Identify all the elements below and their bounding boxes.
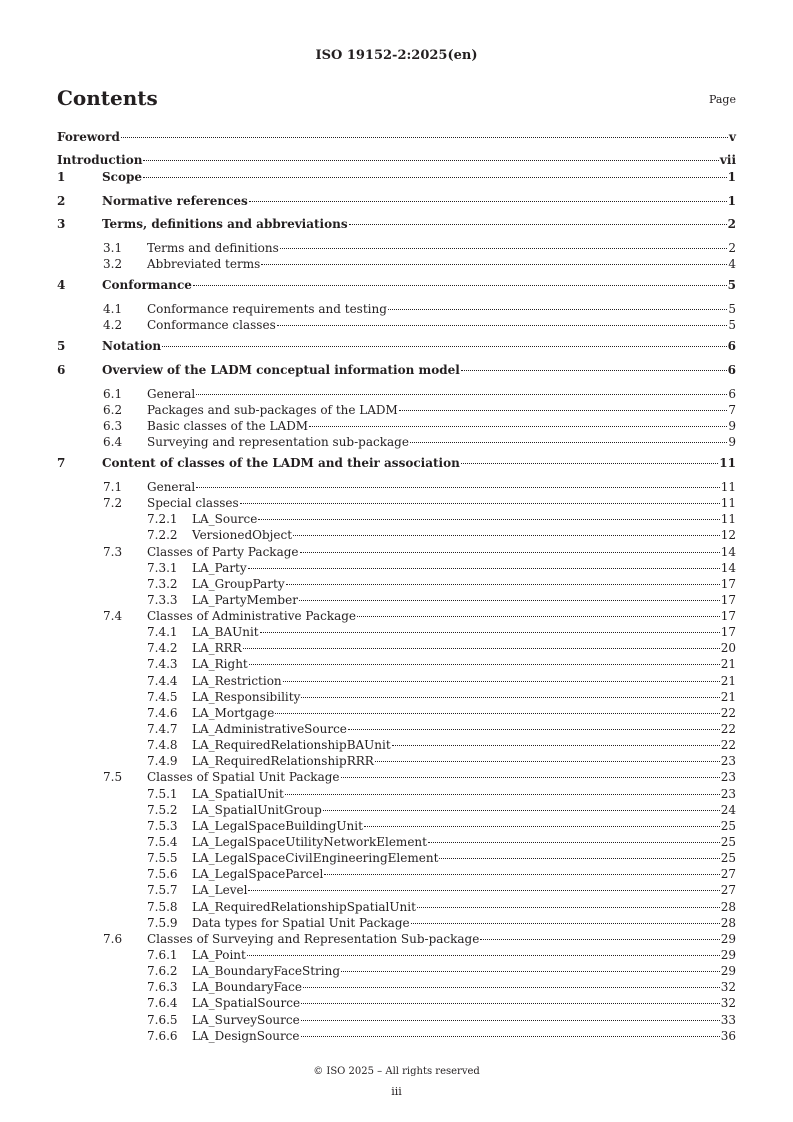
toc-entry-number: 7.6.6: [147, 1028, 178, 1043]
dot-leader: [283, 681, 720, 682]
toc-entry-page: 29: [720, 964, 736, 979]
toc-entry[interactable]: [57, 153, 736, 168]
dot-leader: [293, 535, 720, 536]
toc-entry-title[interactable]: LA_SpatialSource: [192, 996, 301, 1011]
toc-entry[interactable]: [57, 339, 736, 363]
toc-entry-number: 7.1: [103, 479, 123, 494]
toc-entry-number: 7.5.7: [147, 883, 178, 898]
toc-entry-page: 27: [720, 883, 736, 898]
dot-leader: [303, 987, 720, 988]
toc-entry-number: 7.6.2: [147, 964, 178, 979]
toc-entry-number: 2: [57, 193, 66, 208]
dot-leader: [301, 697, 719, 698]
toc-entry-page: 23: [720, 786, 736, 801]
toc-entry-page: 29: [720, 931, 736, 946]
dot-leader: [249, 664, 720, 665]
toc-entry-title[interactable]: LA_SpatialUnitGroup: [192, 802, 322, 817]
toc-entry-page: 2: [728, 241, 736, 256]
toc-entry-page: 14: [720, 560, 736, 575]
toc-entry[interactable]: [57, 170, 736, 194]
toc-entry-number: 7.5.4: [147, 835, 178, 850]
dot-leader: [143, 160, 718, 161]
toc-entry[interactable]: [57, 318, 736, 334]
toc-entry-page: 12: [720, 528, 736, 543]
toc-entry-title[interactable]: LA_RequiredRelationshipBAUnit: [192, 738, 391, 753]
toc-entry-page: 2: [727, 217, 736, 232]
dot-leader: [323, 810, 720, 811]
toc-entry-page: 24: [720, 802, 736, 817]
toc-entry-number: 7.3.3: [147, 592, 178, 607]
toc-entry-number: 4.1: [103, 302, 123, 317]
toc-entry-page: 22: [720, 722, 736, 737]
toc-entry-title[interactable]: Terms, definitions and abbreviations: [102, 217, 348, 232]
toc-entry-page: 5: [727, 278, 736, 293]
toc-entry-number: 7.2: [103, 496, 123, 511]
toc-entry[interactable]: [57, 561, 736, 577]
dot-leader: [248, 568, 720, 569]
toc-entry-number: 7.5.9: [147, 915, 178, 930]
toc-entry[interactable]: [57, 900, 736, 916]
toc-entry[interactable]: [57, 883, 736, 899]
toc-entry-page: 17: [720, 625, 736, 640]
toc-entry-title[interactable]: Conformance: [102, 278, 192, 293]
toc-entry-number: 4.2: [103, 318, 123, 333]
toc-entry-page: 14: [720, 544, 736, 559]
toc-entry-title[interactable]: Content of classes of the LADM and their association: [102, 456, 460, 471]
toc-entry-title[interactable]: LA_Right: [192, 657, 248, 672]
toc-entry-title[interactable]: VersionedObject: [192, 528, 293, 543]
toc-entry[interactable]: [57, 819, 736, 835]
toc-entry-number: 7.6.4: [147, 996, 178, 1011]
toc-entry[interactable]: [57, 964, 736, 980]
toc-entry-number: 7.5.5: [147, 851, 178, 866]
dot-leader: [258, 519, 719, 520]
dot-leader: [480, 939, 719, 940]
toc-entry-page: 11: [720, 512, 736, 527]
toc-entry[interactable]: [57, 1029, 736, 1045]
dot-leader: [461, 463, 719, 464]
toc-entry-page: 27: [720, 867, 736, 882]
toc-entry-title[interactable]: LA_Level: [192, 883, 248, 898]
toc-entry[interactable]: [57, 867, 736, 883]
toc-entry[interactable]: [57, 545, 736, 561]
toc-entry-number: 3.2: [103, 257, 123, 272]
toc-entry-title[interactable]: LA_BoundaryFace: [192, 980, 302, 995]
toc-entry-page: 17: [720, 592, 736, 607]
dot-leader: [193, 285, 727, 286]
toc-entry-title[interactable]: General: [147, 479, 196, 494]
toc-entry[interactable]: [57, 257, 736, 273]
toc-entry[interactable]: [57, 996, 736, 1012]
toc-entry-page: 11: [719, 456, 736, 471]
toc-entry-title[interactable]: Terms and definitions: [147, 241, 279, 256]
toc-entry[interactable]: [57, 593, 736, 609]
dot-leader: [240, 503, 720, 504]
toc-entry-title[interactable]: Foreword: [57, 130, 120, 144]
dot-leader: [248, 890, 719, 891]
toc-entry-title[interactable]: Special classes: [147, 496, 239, 511]
toc-entry-title[interactable]: Surveying and representation sub-package: [147, 435, 409, 450]
toc-entry-title[interactable]: Introduction: [57, 153, 143, 167]
toc-entry-page: 4: [728, 257, 736, 272]
toc-entry[interactable]: [57, 194, 736, 218]
toc-entry-page: 1: [727, 170, 736, 184]
dot-leader: [392, 745, 720, 746]
toc-entry-page: 29: [720, 948, 736, 963]
toc-entry-page: 22: [720, 738, 736, 753]
toc-entry-number: 7.3: [103, 544, 123, 559]
toc-entry-number: 7.4.6: [147, 705, 178, 720]
toc-entry-title[interactable]: Conformance classes: [147, 318, 276, 333]
toc-entry-title[interactable]: LA_LegalSpaceParcel: [192, 867, 324, 882]
toc-entry-title[interactable]: LA_RequiredRelationshipSpatialUnit: [192, 899, 416, 914]
toc-entry[interactable]: [57, 1013, 736, 1029]
dot-leader: [196, 394, 727, 395]
toc-entry-title[interactable]: LA_Party: [192, 560, 247, 575]
toc-entry-page: 6: [727, 339, 736, 354]
toc-entry[interactable]: [57, 480, 736, 496]
page-number: iii: [391, 1085, 402, 1098]
toc-entry-number: 7.2.1: [147, 512, 178, 527]
toc-entry-title[interactable]: LA_AdministrativeSource: [192, 722, 347, 737]
toc-entry-number: 7.4.8: [147, 738, 178, 753]
toc-entry[interactable]: [57, 641, 736, 657]
toc-entry[interactable]: [57, 690, 736, 706]
toc-entry-number: 7.4.2: [147, 641, 178, 656]
dot-leader: [375, 761, 720, 762]
toc-entry-number: 7.5.3: [147, 818, 178, 833]
toc-entry[interactable]: [57, 496, 736, 512]
toc-entry-page: 23: [720, 754, 736, 769]
toc-entry-number: 7.4.7: [147, 722, 178, 737]
toc-entry-page: 36: [720, 1028, 736, 1043]
toc-entry-title[interactable]: Normative references: [102, 193, 248, 208]
toc-entry-number: 6.3: [103, 418, 123, 433]
toc-entry-number: 1: [57, 170, 66, 184]
toc-entry-page: v: [729, 130, 736, 144]
toc-entry[interactable]: [57, 770, 736, 786]
toc-entry[interactable]: [57, 674, 736, 690]
toc-entry-number: 7.6.3: [147, 980, 178, 995]
toc-entry-page: 25: [720, 835, 736, 850]
toc-entry-page: 1: [727, 193, 736, 208]
toc-entry-title[interactable]: Classes of Surveying and Representation Sub-package: [147, 931, 480, 946]
toc-entry-page: 32: [720, 996, 736, 1011]
toc-entry-number: 7.4.1: [147, 625, 178, 640]
toc-entry-title[interactable]: Notation: [102, 339, 162, 354]
toc-entry-title[interactable]: LA_RequiredRelationshipRRR: [192, 754, 374, 769]
toc-entry-title[interactable]: Data types for Spatial Unit Package: [192, 915, 410, 930]
table-of-contents: [57, 130, 736, 1045]
toc-entry-title[interactable]: Classes of Party Package: [147, 544, 299, 559]
toc-entry-page: 17: [720, 609, 736, 624]
toc-entry-title[interactable]: Packages and sub-packages of the LADM: [147, 402, 398, 417]
toc-entry-number: 3: [57, 217, 66, 232]
dot-leader: [162, 346, 727, 347]
toc-entry-number: 7.6: [103, 931, 123, 946]
dot-leader: [249, 201, 727, 202]
toc-entry[interactable]: [57, 787, 736, 803]
toc-entry[interactable]: [57, 278, 736, 302]
toc-entry-title[interactable]: LA_GroupParty: [192, 576, 285, 591]
toc-entry[interactable]: [57, 948, 736, 964]
copyright-notice: © ISO 2025 – All rights reserved: [313, 1066, 480, 1077]
toc-entry-page: vii: [719, 153, 736, 167]
toc-entry-number: 4: [57, 278, 66, 293]
toc-entry-page: 25: [720, 851, 736, 866]
dot-leader: [399, 410, 728, 411]
toc-entry-page: 20: [720, 641, 736, 656]
document-id: ISO 19152-2:2025(en): [315, 48, 478, 63]
toc-entry-number: 7.2.2: [147, 528, 178, 543]
toc-entry-number: 7.5: [103, 770, 123, 785]
toc-entry[interactable]: [57, 916, 736, 932]
dot-leader: [364, 826, 720, 827]
toc-entry-number: 7.5.2: [147, 802, 178, 817]
toc-entry-page: 23: [720, 770, 736, 785]
toc-entry[interactable]: [57, 577, 736, 593]
dot-leader: [196, 487, 719, 488]
toc-entry[interactable]: [57, 980, 736, 996]
toc-entry-number: 5: [57, 339, 66, 354]
toc-entry-number: 6.4: [103, 435, 123, 450]
toc-entry-number: 7.4.9: [147, 754, 178, 769]
toc-entry[interactable]: [57, 363, 736, 387]
toc-entry-title[interactable]: LA_LegalSpaceUtilityNetworkElement: [192, 835, 427, 850]
toc-entry-title[interactable]: LA_Restriction: [192, 673, 282, 688]
toc-entry[interactable]: [57, 803, 736, 819]
toc-entry[interactable]: [57, 738, 736, 754]
dot-leader: [285, 794, 720, 795]
toc-entry-page: 32: [720, 980, 736, 995]
dot-leader: [324, 874, 719, 875]
toc-entry-number: 7.4.3: [147, 657, 178, 672]
contents-heading: Contents: [57, 86, 158, 110]
toc-entry-page: 7: [728, 402, 736, 417]
toc-entry-number: 7.4.5: [147, 689, 178, 704]
toc-entry[interactable]: [57, 754, 736, 770]
toc-entry-title[interactable]: LA_LegalSpaceBuildingUnit: [192, 818, 363, 833]
dot-leader: [143, 177, 727, 178]
dot-leader: [260, 632, 720, 633]
toc-entry[interactable]: [57, 512, 736, 528]
toc-entry[interactable]: [57, 851, 736, 867]
toc-entry[interactable]: [57, 217, 736, 241]
toc-entry[interactable]: [57, 403, 736, 419]
dot-leader: [280, 248, 728, 249]
dot-leader: [388, 309, 727, 310]
dot-leader: [461, 370, 727, 371]
toc-entry-number: 7.4.4: [147, 673, 178, 688]
dot-leader: [121, 137, 728, 138]
dot-leader: [417, 907, 720, 908]
toc-entry-title[interactable]: Abbreviated terms: [147, 257, 261, 272]
dot-leader: [341, 971, 720, 972]
toc-entry-page: 33: [720, 1012, 736, 1027]
toc-entry-title[interactable]: LA_Point: [192, 948, 246, 963]
toc-entry-number: 7.5.1: [147, 786, 178, 801]
dot-leader: [439, 858, 719, 859]
toc-entry-title[interactable]: Conformance requirements and testing: [147, 302, 387, 317]
toc-entry[interactable]: [57, 625, 736, 641]
toc-entry[interactable]: [57, 302, 736, 318]
toc-entry-page: 6: [728, 386, 736, 401]
toc-entry-number: 6.1: [103, 386, 123, 401]
dot-leader: [301, 1036, 720, 1037]
dot-leader: [349, 224, 727, 225]
toc-entry[interactable]: [57, 419, 736, 435]
dot-leader: [286, 584, 720, 585]
toc-entry[interactable]: [57, 932, 736, 948]
dot-leader: [275, 713, 719, 714]
toc-entry[interactable]: [57, 456, 736, 480]
dot-leader: [299, 600, 720, 601]
dot-leader: [348, 729, 720, 730]
toc-entry-title[interactable]: Basic classes of the LADM: [147, 418, 309, 433]
toc-entry-page: 25: [720, 818, 736, 833]
toc-entry-page: 21: [720, 673, 736, 688]
dot-leader: [428, 842, 720, 843]
toc-entry-number: 7: [57, 456, 66, 471]
toc-entry[interactable]: [57, 387, 736, 403]
toc-entry-page: 5: [728, 318, 736, 333]
dot-leader: [309, 426, 727, 427]
toc-entry-page: 22: [720, 705, 736, 720]
dot-leader: [300, 552, 720, 553]
dot-leader: [341, 777, 720, 778]
toc-entry-page: 11: [720, 479, 736, 494]
toc-entry-title[interactable]: Overview of the LADM conceptual information model: [102, 363, 460, 377]
toc-entry-title[interactable]: LA_BAUnit: [192, 625, 259, 640]
toc-entry[interactable]: [57, 130, 736, 145]
toc-entry-title[interactable]: LA_BoundaryFaceString: [192, 964, 341, 979]
toc-entry[interactable]: [57, 241, 736, 257]
toc-entry-title[interactable]: General: [147, 386, 196, 401]
dot-leader: [410, 442, 727, 443]
toc-entry[interactable]: [57, 835, 736, 851]
toc-entry-title[interactable]: LA_LegalSpaceCivilEngineeringElement: [192, 851, 439, 866]
toc-entry-number: 7.5.6: [147, 867, 178, 882]
toc-entry-number: 6: [57, 363, 66, 377]
toc-entry-number: 7.4: [103, 609, 123, 624]
toc-entry-page: 9: [728, 435, 736, 450]
dot-leader: [243, 648, 720, 649]
toc-entry[interactable]: [57, 435, 736, 451]
dot-leader: [301, 1020, 720, 1021]
page-column-label: Page: [708, 93, 736, 106]
toc-entry-title[interactable]: LA_SurveySource: [192, 1012, 300, 1027]
toc-entry-title[interactable]: LA_RRR: [192, 641, 242, 656]
toc-entry-page: 17: [720, 576, 736, 591]
toc-entry-title[interactable]: LA_Source: [192, 512, 258, 527]
toc-entry-page: 6: [727, 363, 736, 377]
toc-entry-page: 21: [720, 657, 736, 672]
toc-entry-title[interactable]: LA_SpatialUnit: [192, 786, 284, 801]
toc-entry-page: 28: [720, 915, 736, 930]
toc-entry-title[interactable]: LA_Responsibility: [192, 689, 301, 704]
toc-entry[interactable]: [57, 657, 736, 673]
toc-entry[interactable]: [57, 609, 736, 625]
toc-entry-number: 7.3.1: [147, 560, 178, 575]
toc-entry-number: 7.3.2: [147, 576, 178, 591]
toc-entry-page: 28: [720, 899, 736, 914]
dot-leader: [411, 923, 720, 924]
toc-entry[interactable]: [57, 706, 736, 722]
toc-entry-number: 6.2: [103, 402, 123, 417]
dot-leader: [277, 325, 728, 326]
toc-entry-number: 7.5.8: [147, 899, 178, 914]
toc-entry-title[interactable]: LA_PartyMember: [192, 592, 298, 607]
toc-entry[interactable]: [57, 722, 736, 738]
dot-leader: [301, 1003, 720, 1004]
toc-entry-page: 9: [728, 418, 736, 433]
toc-entry-title[interactable]: Scope: [102, 170, 143, 184]
toc-entry-title[interactable]: Classes of Spatial Unit Package: [147, 770, 340, 785]
toc-entry-page: 11: [720, 496, 736, 511]
toc-entry-number: 7.6.5: [147, 1012, 178, 1027]
dot-leader: [357, 616, 720, 617]
toc-entry-page: 5: [728, 302, 736, 317]
toc-entry-title[interactable]: Classes of Administrative Package: [147, 609, 357, 624]
toc-entry-title[interactable]: LA_DesignSource: [192, 1028, 300, 1043]
toc-entry-page: 21: [720, 689, 736, 704]
toc-entry-number: 3.1: [103, 241, 123, 256]
dot-leader: [247, 955, 720, 956]
toc-entry[interactable]: [57, 528, 736, 544]
dot-leader: [261, 264, 727, 265]
toc-entry-number: 7.6.1: [147, 948, 178, 963]
toc-entry-title[interactable]: LA_Mortgage: [192, 705, 275, 720]
